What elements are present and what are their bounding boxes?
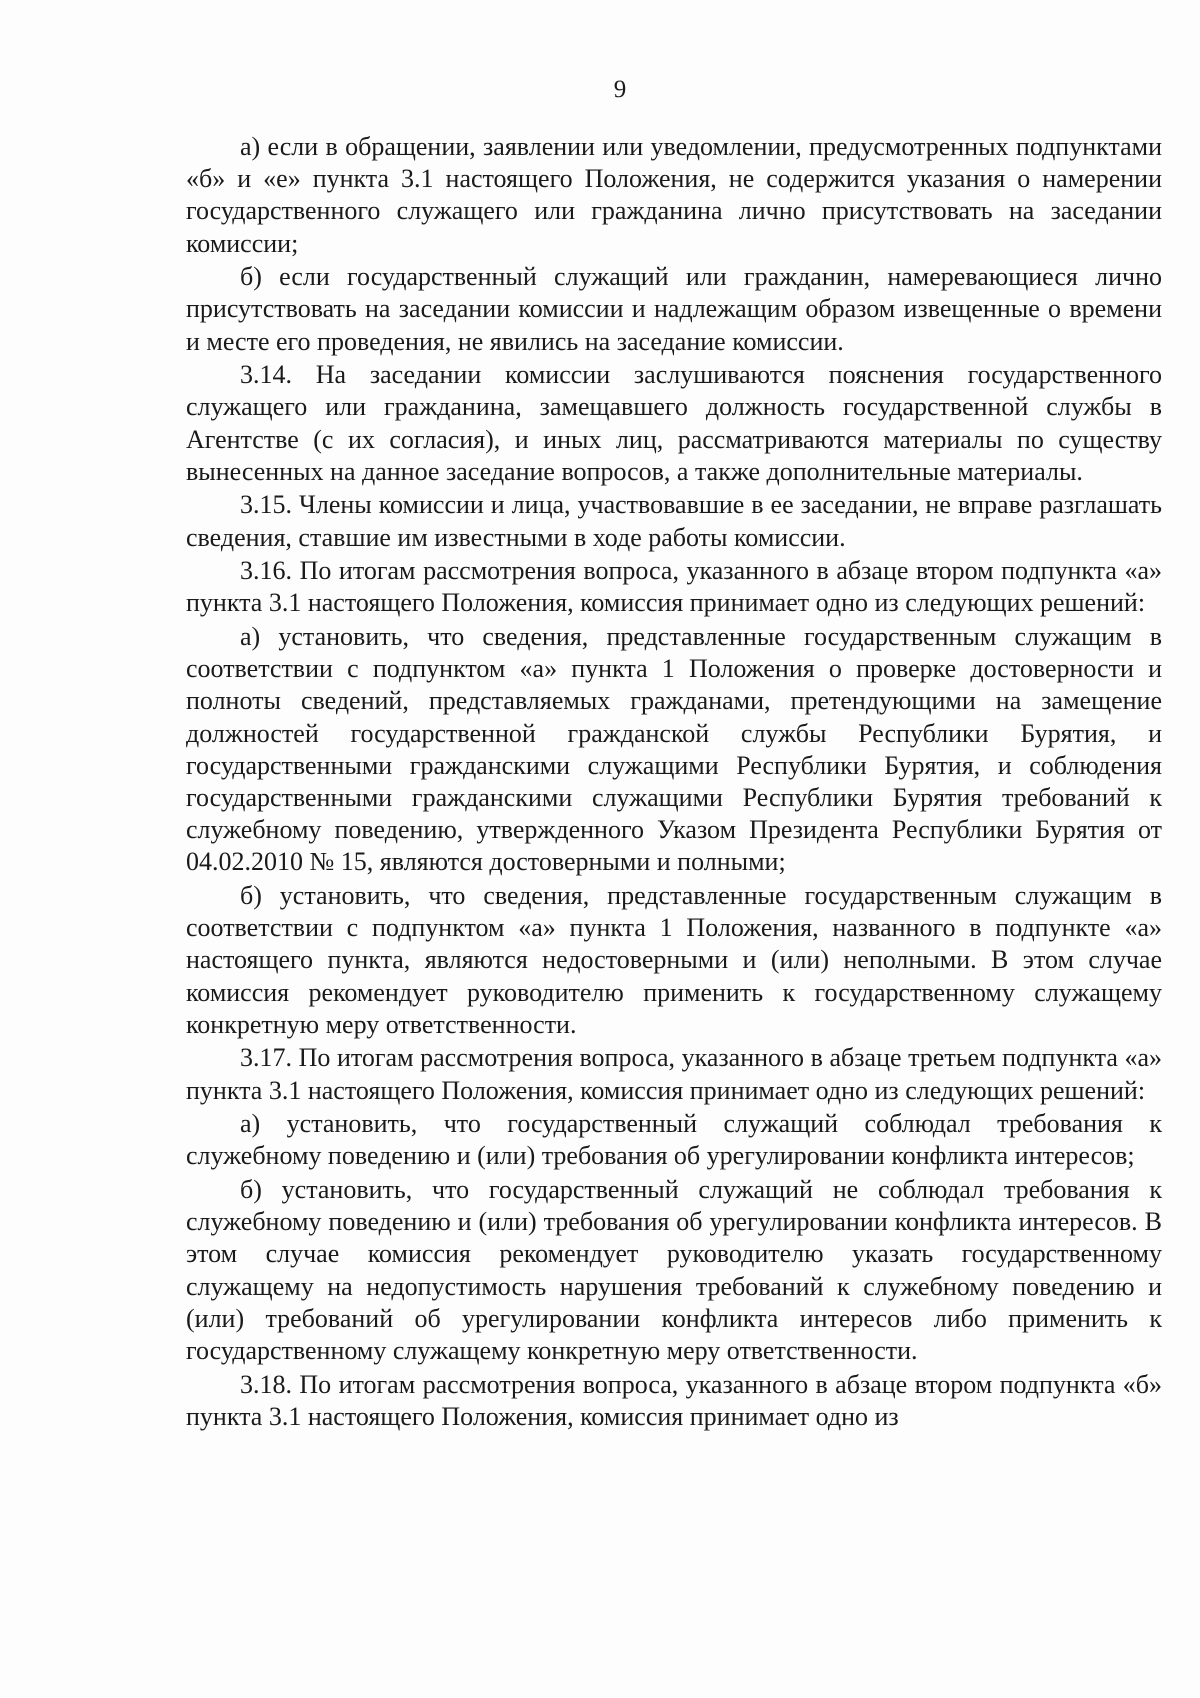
paragraph-3-16: 3.16. По итогам рассмотрения вопроса, указанного в абзаце втором подпункта «а» пункта 3.1 настоящего Положения, комиссия принимает одно из следующих решений:	[186, 556, 1162, 618]
paragraph-3-15: 3.15. Члены комиссии и лица, участвовавшие в ее заседании, не вправе разглашать сведения, ставшие им известными в ходе работы комиссии.	[186, 490, 1162, 552]
page-number: 9	[613, 76, 627, 103]
paragraph-3-14: 3.14. На заседании комиссии заслушиваются пояснения государственного служащего или гражданина, замещавшего должность государственной службы в Агентстве (с их согласия), и иных лиц, рассматриваются материалы по существу вынесенных на данное заседание вопросов, а также дополнительные материалы.	[186, 360, 1162, 486]
document-body	[186, 131, 1162, 1434]
paragraph-3-17-a: а) установить, что государственный служащий соблюдал требования к служебному поведению и (или) требования об урегулировании конфликта интересов;	[186, 1109, 1162, 1171]
paragraph-3-17: 3.17. По итогам рассмотрения вопроса, указанного в абзаце третьем подпункта «а» пункта 3.1 настоящего Положения, комиссия принимает одно из следующих решений:	[186, 1043, 1162, 1105]
paragraph-3-13-b: б) если государственный служащий или гражданин, намеревающиеся лично присутствовать на заседании комиссии и надлежащим образом извещенные о времени и месте его проведения, не явились на заседание комиссии.	[186, 262, 1162, 356]
paragraph-3-16-b: б) установить, что сведения, представленные государственным служащим в соответствии с подпунктом «а» пункта 1 Положения, названного в подпункте «а» настоящего пункта, являются недостоверными и (или) неполными. В этом случае комиссия рекомендует руководителю применить к государственному служащему конкретную меру ответственности.	[186, 881, 1162, 1039]
paragraph-3-13-a: а) если в обращении, заявлении или уведомлении, предусмотренных подпунктами «б» и «е» пункта 3.1 настоящего Положения, не содержится указания о намерении государственного служащего или гражданина лично присутствовать на заседании комиссии;	[186, 132, 1162, 258]
paragraph-3-16-a: а) установить, что сведения, представленные государственным служащим в соответствии с подпунктом «а» пункта 1 Положения о проверке достоверности и полноты сведений, представляемых гражданами, претендующими на замещение должностей государственной гражданской службы Республики Бурятия, и государственными гражданскими служащими Республики Бурятия, и соблюдения государственными гражданскими служащими Республики Бурятия требований к служебному поведению, утвержденного Указом Президента Республики Бурятия от 04.02.2010 № 15, являются достоверными и полными;	[186, 622, 1162, 877]
paragraph-3-18: 3.18. По итогам рассмотрения вопроса, указанного в абзаце втором подпункта «б» пункта 3.1 настоящего Положения, комиссия принимает одно из	[186, 1369, 1162, 1431]
paragraph-3-17-b: б) установить, что государственный служащий не соблюдал требования к служебному поведению и (или) требования об урегулировании конфликта интересов. В этом случае комиссия рекомендует руководителю указать государственному служащему на недопустимость нарушения требований к служебному поведению и (или) требований об урегулировании конфликта интересов либо применить к государственному служащему конкретную меру ответственности.	[186, 1175, 1162, 1366]
